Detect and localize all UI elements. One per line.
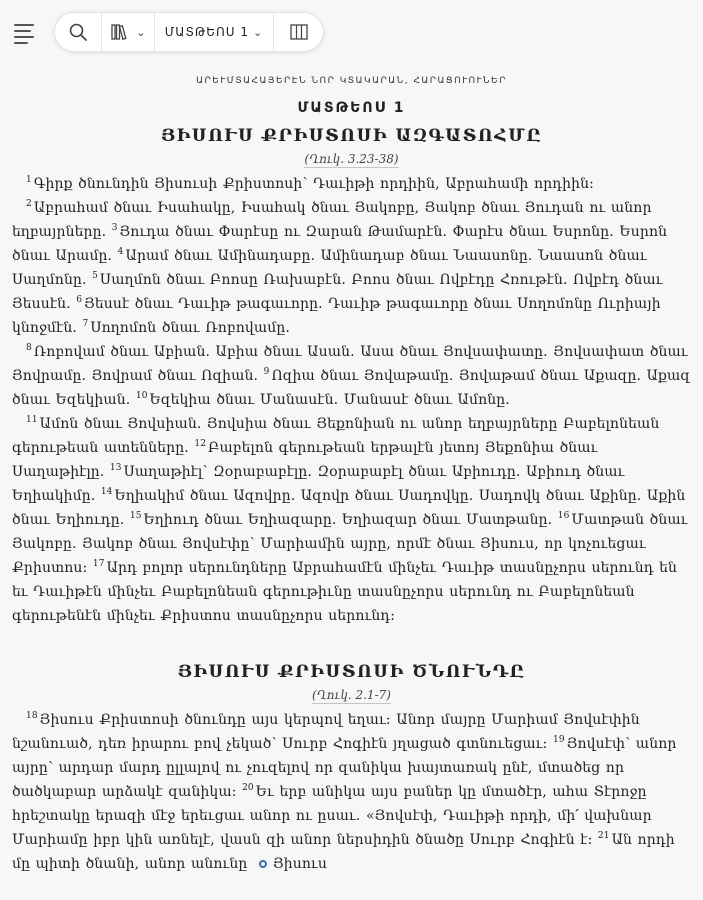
cross-reference-link[interactable]: (Ղուկ. 3.23-38) xyxy=(304,152,399,166)
chevron-down-icon: ⌄ xyxy=(136,25,146,39)
chapter-title: ՄԱՏԹԵՈՍ 1 xyxy=(297,100,406,116)
verse-text[interactable]: Եւ երբ անիկա այս բաներ կը մտածէր, ահա Տէրոջը հրեշտակը երազի մէջ երեւցաւ անոր ու ըսաւ. «Յովսէփ, Դաւիթի որդի, մի՛ վախնար Մարիամը իբր կին առնելէ, վասն զի անոր ներսիդին ծնածը Սուրբ Հոգիէն է: xyxy=(12,784,652,848)
verse-text[interactable]: Ամոն ծնաւ Յովսիան. Յովսիա ծնաւ Յեքոնիան ու անոր եղբայրները Բաբելոնեան գերութեան ատենները. xyxy=(12,416,660,456)
search-button[interactable] xyxy=(55,13,101,51)
verse-number: 9 xyxy=(263,367,270,378)
verse-text[interactable]: Յիսուս xyxy=(272,856,328,872)
verse-number: 6 xyxy=(76,295,83,306)
verse-text[interactable]: Բաբելոն գերութեան երթալէն յետոյ Յեքոնիա ծնաւ Սաղաթիէլը. xyxy=(12,440,598,480)
verse-text[interactable]: Ռոբովամ ծնաւ Աբիան. Աբիա ծնաւ Ասան. Ասա ծնաւ Յովսափատը. Յովսափատ ծնաւ Յովրամը. Յովրամ ծնաւ Ոզիան. xyxy=(12,344,688,384)
running-header: ԱՐԵՒՄՏԱՀԱՅԵՐԷՆ ՆՈՐ ԿՏԱԿԱՐԱՆ, ՀԱՐԱՑՈՒՈՒՆԵՐ xyxy=(196,76,507,86)
verse-text[interactable]: Եզեկիա ծնաւ Մանասէն. Մանասէ ծնաւ Ամոնը. xyxy=(149,392,510,408)
verse-number: 3 xyxy=(111,223,118,234)
verse-text[interactable]: Արդ բոլոր սերունդները Աբրահամէն մինչեւ Դաւիթ տասնըչորս սերունդ են եւ Դաւիթէն մինչեւ Բաբելոնեան գերութիւնը տասնըչորս սերունդ ու Բաբելոնեան գերութենէն մինչեւ Քրիստոս տասնըչորս սերունդ: xyxy=(12,560,678,624)
verse-block xyxy=(12,708,692,876)
verse-number: 5 xyxy=(92,271,98,282)
verse-text[interactable]: Մատթան ծնաւ Յակոբը. Յակոբ ծնաւ Յովսէփը՝ Մարիամին այրը, որմէ ծնաւ Յիսուս, որ կոչուեցաւ Քրիստոս: xyxy=(12,512,688,576)
book-chapter-selector[interactable] xyxy=(154,13,273,51)
verse-number: 11 xyxy=(26,415,38,426)
verse-text[interactable]: Յուդա ծնաւ Փարէսը ու Զարան Թամարէն. Փարէս ծնաւ Եսրոնը. Եսրոն ծնաւ Արամը. xyxy=(12,224,668,264)
chapter-sections xyxy=(0,126,703,876)
parallel-view-button[interactable] xyxy=(273,13,323,51)
paragraph xyxy=(12,708,692,876)
verse-number: 1 xyxy=(26,175,32,186)
verse-text[interactable]: Սաղմոն ծնաւ Բոոսը Ռախաբէն. Բոոս ծնաւ Ովբէդը Հռութէն. Ովբէդ ծնաւ Յեսսէն. xyxy=(12,272,663,312)
panel-icon xyxy=(289,23,309,41)
verse-text[interactable]: Աբրահամ ծնաւ Իսահակը, Իսահակ ծնաւ Յակոբը, Յակոբ ծնաւ Յուդան ու անոր եղբայրները. xyxy=(12,200,652,240)
cross-reference xyxy=(0,152,703,166)
verse-number: 14 xyxy=(100,487,113,498)
verse-text[interactable]: Ոզիա ծնաւ Յովաթամը. Յովաթամ ծնաւ Աքազը. Աքազ ծնաւ Եզեկիան. xyxy=(12,368,691,408)
verse-number: 2 xyxy=(26,199,32,210)
verse-number: 8 xyxy=(26,343,32,354)
book-chapter-label: ՄԱՏԹԵՈՍ 1 xyxy=(164,25,250,39)
paragraph xyxy=(12,172,692,196)
reader-toolbar xyxy=(54,12,324,52)
verse-text[interactable]: Եղիուդ ծնաւ Եղիազարը. Եղիազար ծնաւ Մատթանը. xyxy=(143,512,558,528)
verse-text[interactable]: Յիսուս Քրիստոսի ծնունդը այս կերպով եղաւ: Անոր մայրը Մարիամ Յովսէփին նշանուած, դեռ իրարու բով չեկած՝ Սուրբ Հոգիէն յղացած գտնուեցաւ: xyxy=(12,712,640,752)
verse-number: 13 xyxy=(109,463,122,474)
paragraph xyxy=(12,412,692,628)
verse-text[interactable]: Յեսսէ ծնաւ Դաւիթ թագաւորը. Դաւիթ թագաւորը ծնաւ Սողոմոնը Ուրիայի կնոջմէն. xyxy=(12,296,661,336)
section-title: ՅԻՍՈՒՍ ՔՐԻՍՏՈՍԻ ԱԶԳԱՏՈՀՄԸ xyxy=(161,126,542,146)
verse-text[interactable]: Եղիակիմ ծնաւ Ազովրը. Ազովր ծնաւ Սադովկը. Սադովկ ծնաւ Աքինը. Աքին ծնաւ Եղիուդը. xyxy=(12,488,686,528)
verse-number: 18 xyxy=(26,711,38,722)
verse-text[interactable]: Գիրք ծնունդին Յիսուսի Քրիստոսի՝ Դաւիթի որդիին, Աբրահամի որդիին: xyxy=(33,176,594,192)
verse-text[interactable]: Ան որդի մը պիտի ծնանի, անոր անունը xyxy=(12,832,675,872)
section-title: ՅԻՍՈՒՍ ՔՐԻՍՏՈՍԻ ԾՆՈՒՆԴԸ xyxy=(177,662,526,682)
verse-text[interactable]: Արամ ծնաւ Ամինադաբը. Ամինադաբ ծնաւ Նաասոնը. Նաասոն ծնաւ Սաղմոնը. xyxy=(12,248,647,288)
verse-number: 7 xyxy=(82,319,89,330)
verse-number: 10 xyxy=(135,391,148,402)
verse-block xyxy=(12,172,692,628)
menu-icon[interactable] xyxy=(14,20,40,46)
chevron-down-icon: ⌄ xyxy=(253,25,264,39)
verse-text[interactable]: Սողոմոն ծնաւ Ռոբովամը. xyxy=(90,320,290,336)
search-icon xyxy=(68,22,88,42)
verse-number: 19 xyxy=(553,735,565,746)
verse-text[interactable]: Սաղաթիէլ՝ Զօրաբաբէլը. Զօրաբաբէլ ծնաւ Աբիուդը. Աբիուդ ծնաւ Եղիակիմը. xyxy=(12,464,625,504)
verse-number: 20 xyxy=(242,783,254,794)
library-button[interactable] xyxy=(101,13,154,51)
verse-number: 21 xyxy=(597,831,610,842)
verse-number: 12 xyxy=(194,439,207,450)
verse-number: 4 xyxy=(117,247,124,258)
verse-text[interactable]: Յովսէփ՝ անոր այրը՝ արդար մարդ ըլլալով ու չուզելով որ զանիկա խայտառակ ընէ, մտածեց որ ծածկաբար արձակէ զանիկա: xyxy=(12,736,677,800)
verse-number: 15 xyxy=(129,511,142,522)
paragraph xyxy=(12,196,692,340)
verse-number: 17 xyxy=(92,559,105,570)
note-marker-icon[interactable] xyxy=(259,860,267,868)
library-icon xyxy=(110,22,132,42)
cross-reference xyxy=(0,688,703,702)
verse-number: 16 xyxy=(557,511,570,522)
cross-reference-link[interactable]: (Ղուկ. 2.1-7) xyxy=(312,688,391,702)
paragraph xyxy=(12,340,692,412)
chapter-content xyxy=(0,70,703,876)
